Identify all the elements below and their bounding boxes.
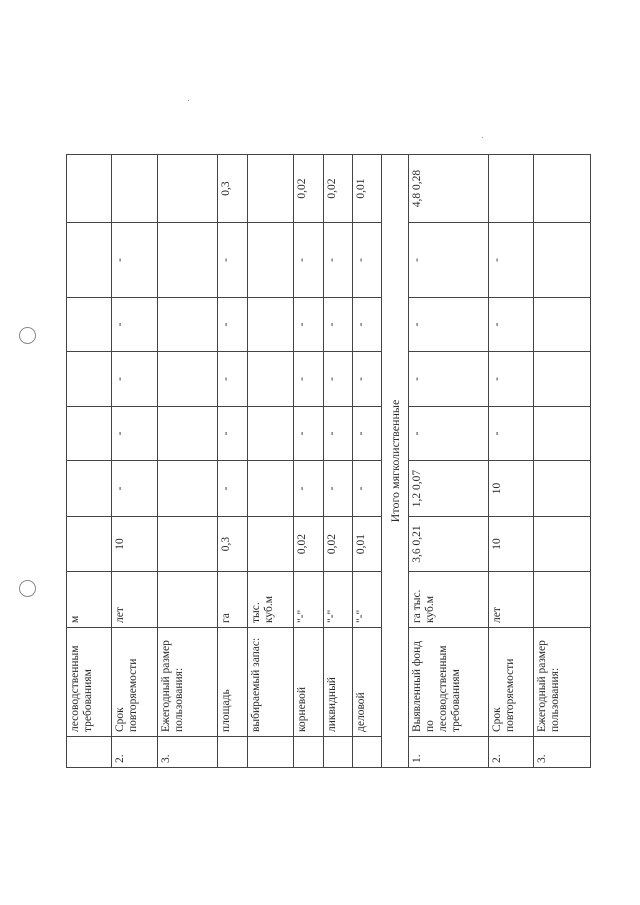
table-cell — [67, 223, 112, 298]
table-cell: - — [489, 407, 534, 461]
table-cell: "-" — [294, 572, 324, 628]
table-cell — [67, 461, 112, 517]
scan-speck — [188, 100, 189, 101]
section-title: Итого мягколиственные — [382, 155, 409, 768]
table-cell — [534, 572, 591, 628]
table-cell: тыс. куб.м — [248, 572, 294, 628]
section-row — [382, 155, 409, 768]
table-cell: га — [218, 572, 248, 628]
table-row — [353, 155, 382, 768]
table-cell: - — [218, 298, 248, 352]
table-cell: лесоводственным требованиям — [67, 628, 112, 737]
table-cell: - — [218, 223, 248, 298]
table-cell — [534, 517, 591, 572]
table-cell: - — [112, 461, 158, 517]
table-cell: 0,02 — [294, 155, 324, 223]
table-cell: - — [218, 352, 248, 407]
table-cell: - — [294, 223, 324, 298]
table-cell: - — [324, 461, 353, 517]
table-cell: 3. — [158, 737, 218, 768]
table-cell — [158, 223, 218, 298]
table-cell: - — [409, 223, 489, 298]
table-cell: 4,8 0,28 — [409, 155, 489, 223]
table-cell: 0,3 — [218, 155, 248, 223]
table-cell: м — [67, 572, 112, 628]
table-cell: 1. — [409, 737, 489, 768]
table-cell: 10 — [112, 517, 158, 572]
table-cell — [158, 517, 218, 572]
table-cell: Срок повторяемости — [489, 628, 534, 737]
table-cell — [67, 155, 112, 223]
table-cell — [248, 407, 294, 461]
table-cell: - — [409, 298, 489, 352]
table-cell — [248, 517, 294, 572]
table-cell: деловой — [353, 628, 382, 737]
table-cell: - — [489, 352, 534, 407]
table-cell: - — [324, 223, 353, 298]
table-cell: 0,02 — [294, 517, 324, 572]
table-row — [489, 155, 534, 768]
table-cell: 1,2 0,07 — [409, 461, 489, 517]
table-cell: лет — [112, 572, 158, 628]
table-cell — [158, 461, 218, 517]
table-cell — [158, 407, 218, 461]
table-cell — [248, 352, 294, 407]
table-row — [409, 155, 489, 768]
table-cell: 0,02 — [324, 517, 353, 572]
table-row — [534, 155, 591, 768]
table-cell: 0,01 — [353, 155, 382, 223]
table-row — [158, 155, 218, 768]
table-cell — [67, 737, 112, 768]
table-cell — [218, 737, 248, 768]
table-cell — [67, 352, 112, 407]
table-row — [218, 155, 248, 768]
table-cell: - — [294, 407, 324, 461]
table-cell — [248, 461, 294, 517]
table-cell: лет — [489, 572, 534, 628]
table-cell: - — [324, 298, 353, 352]
table-cell: - — [112, 407, 158, 461]
table-cell: "-" — [324, 572, 353, 628]
table-cell: - — [218, 461, 248, 517]
table-cell: - — [294, 298, 324, 352]
table-cell: - — [409, 352, 489, 407]
table-row — [112, 155, 158, 768]
table-cell: - — [353, 407, 382, 461]
table-cell — [534, 223, 591, 298]
table-cell: площадь — [218, 628, 248, 737]
table-cell: 10 — [489, 461, 534, 517]
table-cell — [324, 737, 353, 768]
table-cell: 3. — [534, 737, 591, 768]
table-cell: 3,6 0,21 — [409, 517, 489, 572]
table-cell — [248, 223, 294, 298]
rotated-page — [66, 155, 590, 768]
table-cell: - — [353, 352, 382, 407]
table-cell: 2. — [489, 737, 534, 768]
table-cell — [534, 155, 591, 223]
table-cell: - — [353, 461, 382, 517]
table-cell: - — [294, 352, 324, 407]
table-cell — [112, 155, 158, 223]
table-cell: - — [294, 461, 324, 517]
table-cell: Выявленный фонд по лесоводственным требованиям — [409, 628, 489, 737]
table-row — [67, 155, 112, 768]
table-cell: - — [489, 223, 534, 298]
table-cell: - — [112, 352, 158, 407]
scan-speck — [482, 137, 483, 138]
table-cell: - — [112, 223, 158, 298]
table-cell — [158, 352, 218, 407]
table-cell: - — [353, 223, 382, 298]
table-cell — [158, 572, 218, 628]
table-cell: - — [324, 352, 353, 407]
table-cell: Ежегодный размер пользования: — [158, 628, 218, 737]
table-cell: 0,3 — [218, 517, 248, 572]
table-cell — [489, 155, 534, 223]
table-cell — [534, 407, 591, 461]
table-cell: корневой — [294, 628, 324, 737]
table-cell — [67, 407, 112, 461]
table-cell — [294, 737, 324, 768]
table-row — [324, 155, 353, 768]
table-cell — [158, 155, 218, 223]
table-cell — [248, 155, 294, 223]
table-cell — [67, 517, 112, 572]
table-cell: Срок повторяемости — [112, 628, 158, 737]
table-cell: - — [112, 298, 158, 352]
forest-use-table — [66, 154, 591, 768]
table-cell: - — [409, 407, 489, 461]
table-cell — [534, 298, 591, 352]
table-body — [67, 155, 591, 768]
table-cell: 2. — [112, 737, 158, 768]
table-cell — [353, 737, 382, 768]
table-cell — [67, 298, 112, 352]
table-cell: - — [489, 298, 534, 352]
table-cell: га тыс. куб.м — [409, 572, 489, 628]
table-cell — [248, 737, 294, 768]
table-cell: 0,02 — [324, 155, 353, 223]
table-cell: - — [353, 298, 382, 352]
punch-hole-bottom — [19, 580, 36, 597]
table-cell — [158, 298, 218, 352]
table-cell: "-" — [353, 572, 382, 628]
table-cell: Ежегодный размер пользования: — [534, 628, 591, 737]
table-cell: - — [324, 407, 353, 461]
table-cell — [534, 352, 591, 407]
table-cell: - — [218, 407, 248, 461]
table-row — [294, 155, 324, 768]
punch-hole-top — [19, 327, 36, 344]
table-cell: ликвидный — [324, 628, 353, 737]
table-cell: 0,01 — [353, 517, 382, 572]
table-row — [248, 155, 294, 768]
table-cell: 10 — [489, 517, 534, 572]
table-cell: выбираемый запас: — [248, 628, 294, 737]
table-cell — [248, 298, 294, 352]
table-cell — [534, 461, 591, 517]
